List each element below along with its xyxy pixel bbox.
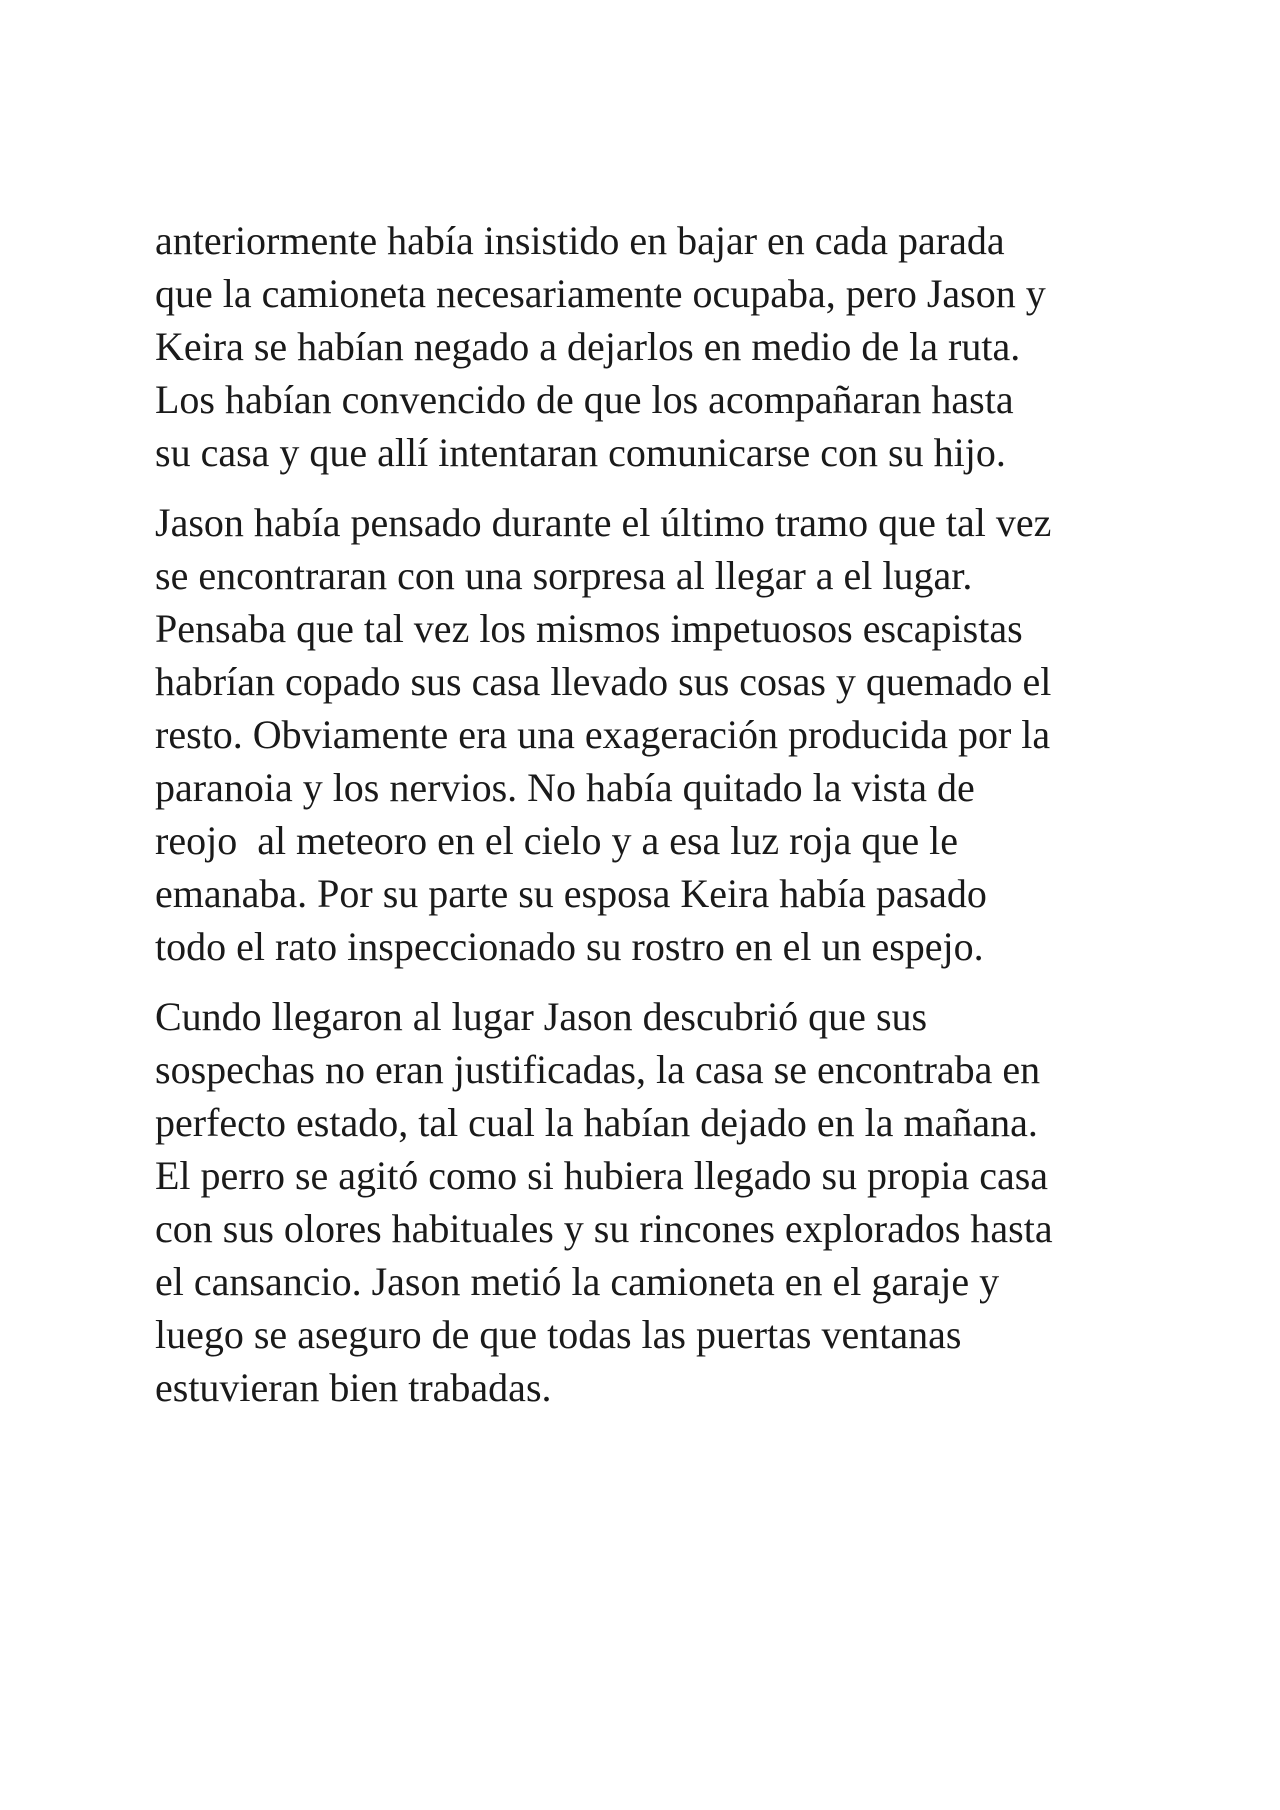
text-line: Keira se habían negado a dejarlos en medio de la ruta.: [155, 324, 1021, 369]
text-line: emanaba. Por su parte su esposa Keira había pasado: [155, 871, 987, 916]
text-line: Pensaba que tal vez los mismos impetuosos escapistas: [155, 606, 1023, 651]
text-line: Los habían convencido de que los acompañaran hasta: [155, 377, 1014, 422]
body-text: [155, 214, 1155, 1431]
text-line: resto. Obviamente era una exageración producida por la: [155, 712, 1051, 757]
text-line: que la camioneta necesariamente ocupaba, pero Jason y: [155, 271, 1046, 316]
paragraph-2: [155, 496, 1155, 973]
text-line: habrían copado sus casa llevado sus cosas y quemado el: [155, 659, 1052, 704]
text-line: perfecto estado, tal cual la habían dejado en la mañana.: [155, 1100, 1038, 1145]
text-line: Cundo llegaron al lugar Jason descubrió que sus: [155, 994, 928, 1039]
paragraph-1: [155, 214, 1155, 479]
text-line: paranoia y los nervios. No había quitado la vista de: [155, 765, 975, 810]
text-line: El perro se agitó como si hubiera llegado su propia casa: [155, 1153, 1049, 1198]
text-line: anteriormente había insistido en bajar en cada parada: [155, 218, 1005, 263]
text-line: estuvieran bien trabadas.: [155, 1365, 552, 1410]
text-line: luego se aseguro de que todas las puertas ventanas: [155, 1312, 962, 1357]
text-line: todo el rato inspeccionado su rostro en el un espejo.: [155, 924, 984, 969]
text-line: el cansancio. Jason metió la camioneta en el garaje y: [155, 1259, 1000, 1304]
paragraph-3: [155, 990, 1155, 1414]
text-line: su casa y que allí intentaran comunicarse con su hijo.: [155, 430, 1006, 475]
text-line: reojo al meteoro en el cielo y a esa luz roja que le: [155, 818, 958, 863]
text-line: se encontraran con una sorpresa al llegar a el lugar.: [155, 553, 973, 598]
text-line: sospechas no eran justificadas, la casa se encontraba en: [155, 1047, 1041, 1092]
text-line: Jason había pensado durante el último tramo que tal vez: [155, 500, 1052, 545]
text-line: con sus olores habituales y su rincones explorados hasta: [155, 1206, 1053, 1251]
